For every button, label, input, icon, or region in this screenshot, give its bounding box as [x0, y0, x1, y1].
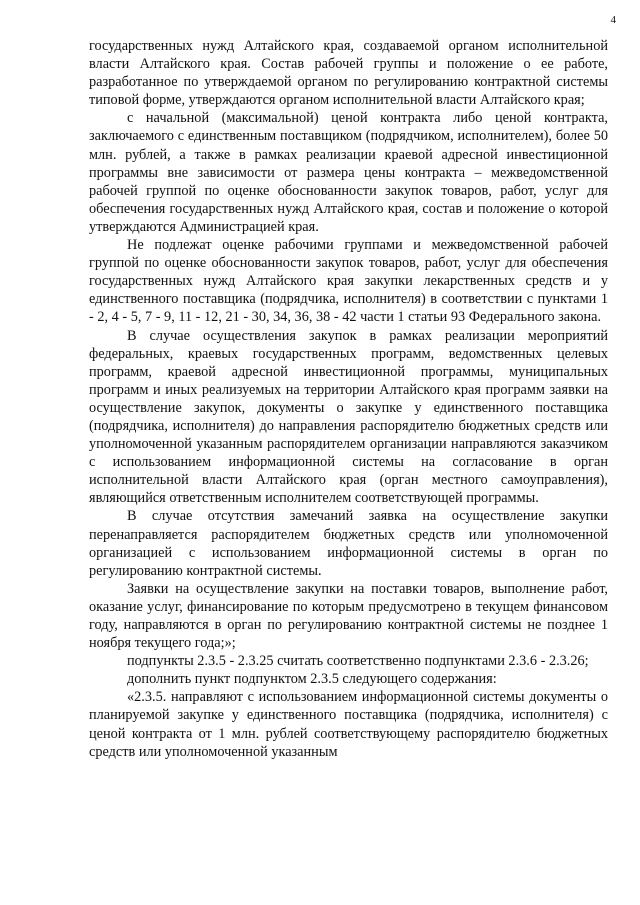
paragraph-6: Заявки на осуществление закупки на поставки товаров, выполнение работ, оказание услуг, финансирование по которым предусмотрено в текущем финансовом году, направляются в орган по регулированию контрактной системы не позднее 1 ноября текущего года;»; — [89, 580, 608, 652]
paragraph-2: с начальной (максимальной) ценой контракта либо ценой контракта, заключаемого с единственным поставщиком (подрядчиком, исполнителем), более 50 млн. рублей, а также в рамках реализации краевой адресной инвестиционной программы вне зависимости от размера цены контракта – межведомственной рабочей группой по оценке обоснованности закупок товаров, работ, услуг для обеспечения государственных нужд Алтайского края, состав и положение о которой утверждаются Администрацией края. — [89, 110, 608, 235]
paragraph-7: подпункты 2.3.5 - 2.3.25 считать соответственно подпунктами 2.3.6 - 2.3.26; — [127, 653, 589, 670]
paragraph-5: В случае отсутствия замечаний заявка на осуществление закупки перенаправляется распорядителем бюджетных средств или уполномоченной организацией с использованием информационной системы в орган по регулированию контрактной системы. — [89, 508, 608, 579]
document-body — [89, 37, 608, 761]
paragraph-3: Не подлежат оценке рабочими группами и межведомственной рабочей группой по оценке обоснованности закупок товаров, работ, услуг для обеспечения государственных нужд Алтайского края закупки лекарственных средств и у единственного поставщика (подрядчика, исполнителя) в соответствии с пунктами 1 - 2, 4 - 5, 7 - 9, 11 - 12, 21 - 30, 34, 36, 38 - 42 части 1 статьи 93 Федерального закона. — [89, 237, 608, 326]
paragraph-4: В случае осуществления закупок в рамках реализации мероприятий федеральных, краевых государственных программ, ведомственных целевых программ, краевой адресной инвестиционной программы, муниципальных программ и иных реализуемых на территории Алтайского края программ заявки на осуществление закупок, документы о закупке у единственного поставщика (подрядчика, исполнителя) до направления распорядителю бюджетных средств или уполномоченной указанным распорядителем организации направляются заказчиком с использованием информационной системы на согласование в орган исполнительной власти Алтайского края (орган местного самоуправления), являющийся ответственным исполнителем соответствующей программы. — [89, 327, 608, 507]
paragraph-8: дополнить пункт подпунктом 2.3.5 следующего содержания: — [127, 671, 497, 688]
page-number: 4 — [610, 14, 616, 26]
paragraph-9: «2.3.5. направляют с использованием информационной системы документы о планируемой закупке у единственного поставщика (подрядчика, исполнителя) с ценой контракта от 1 млн. рублей соответствующему распорядителю бюджетных средств или уполномоченной указанным — [89, 689, 608, 760]
paragraph-1: государственных нужд Алтайского края, создаваемой органом исполнительной власти Алтайского края. Состав рабочей группы и положение о ее работе, разработанное по утверждаемой органом по регулированию контрактной системы типовой форме, утверждаются органом исполнительной власти Алтайского края; — [89, 38, 608, 109]
